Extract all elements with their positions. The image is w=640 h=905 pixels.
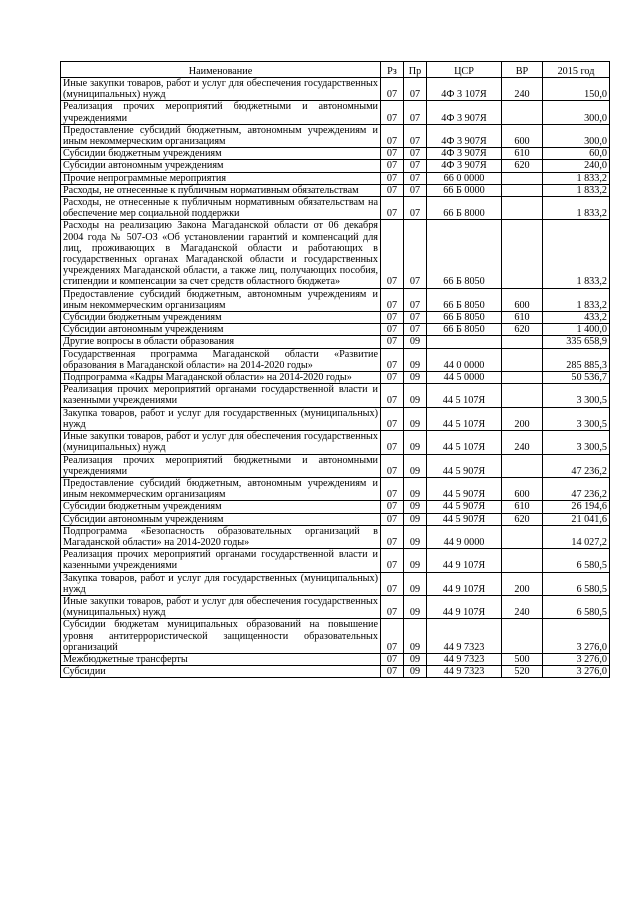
cell-csr: 44 9 107Я (427, 572, 502, 595)
cell-name: Субсидии автономным учреждениям (61, 324, 381, 336)
cell-csr: 44 5 907Я (427, 477, 502, 500)
cell-pr: 09 (404, 384, 427, 407)
cell-pr: 09 (404, 372, 427, 384)
cell-name: Реализация прочих мероприятий органами государственной власти и казенными учреждениями (61, 384, 381, 407)
cell-amount: 1 833,2 (543, 220, 610, 288)
cell-rz: 07 (381, 101, 404, 124)
cell-name: Закупка товаров, работ и услуг для государственных (муниципальных) нужд (61, 407, 381, 430)
cell-rz: 07 (381, 407, 404, 430)
cell-amount: 150,0 (543, 78, 610, 101)
cell-pr: 09 (404, 525, 427, 548)
cell-name: Реализация прочих мероприятий органами государственной власти и казенными учреждениями (61, 549, 381, 572)
table-row (61, 220, 610, 288)
cell-pr: 09 (404, 477, 427, 500)
table-row (61, 312, 610, 324)
cell-rz: 07 (381, 431, 404, 454)
cell-vr (502, 454, 543, 477)
header-pr: Пр (404, 62, 427, 78)
cell-vr: 200 (502, 572, 543, 595)
cell-csr: 44 5 107Я (427, 407, 502, 430)
cell-csr: 66 0 0000 (427, 172, 502, 184)
cell-csr: 66 Б 8050 (427, 312, 502, 324)
cell-rz: 07 (381, 220, 404, 288)
header-rz: Рз (381, 62, 404, 78)
cell-name: Субсидии автономным учреждениям (61, 160, 381, 172)
cell-csr: 4Ф 3 907Я (427, 148, 502, 160)
table-row (61, 160, 610, 172)
cell-vr: 240 (502, 595, 543, 618)
cell-amount: 3 300,5 (543, 407, 610, 430)
table-row (61, 372, 610, 384)
cell-amount: 300,0 (543, 101, 610, 124)
cell-name: Закупка товаров, работ и услуг для государственных (муниципальных) нужд (61, 572, 381, 595)
cell-csr: 4Ф 3 907Я (427, 101, 502, 124)
cell-vr: 610 (502, 501, 543, 513)
cell-amount: 6 580,5 (543, 595, 610, 618)
table-row (61, 78, 610, 101)
cell-amount: 50 536,7 (543, 372, 610, 384)
cell-amount: 60,0 (543, 148, 610, 160)
cell-csr: 44 9 7323 (427, 619, 502, 654)
cell-pr: 09 (404, 501, 427, 513)
cell-rz: 07 (381, 525, 404, 548)
cell-rz: 07 (381, 572, 404, 595)
cell-vr: 500 (502, 653, 543, 665)
cell-rz: 07 (381, 501, 404, 513)
cell-vr (502, 101, 543, 124)
table-row (61, 124, 610, 147)
cell-vr (502, 184, 543, 196)
cell-vr (502, 172, 543, 184)
cell-pr: 09 (404, 513, 427, 525)
cell-vr: 200 (502, 407, 543, 430)
cell-pr: 07 (404, 312, 427, 324)
cell-rz: 07 (381, 454, 404, 477)
cell-vr: 620 (502, 513, 543, 525)
cell-rz: 07 (381, 513, 404, 525)
table-row (61, 197, 610, 220)
table-row (61, 184, 610, 196)
cell-amount: 6 580,5 (543, 572, 610, 595)
cell-csr: 44 5 907Я (427, 501, 502, 513)
cell-csr: 44 9 107Я (427, 595, 502, 618)
table-row (61, 324, 610, 336)
cell-name: Другие вопросы в области образования (61, 336, 381, 348)
cell-vr: 600 (502, 288, 543, 311)
cell-csr: 44 9 7323 (427, 653, 502, 665)
cell-vr: 600 (502, 124, 543, 147)
cell-csr: 44 9 0000 (427, 525, 502, 548)
table-row (61, 525, 610, 548)
header-name: Наименование (61, 62, 381, 78)
cell-name: Расходы, не отнесенные к публичным нормативным обязательствам на обеспечение мер социальной поддержки (61, 197, 381, 220)
cell-vr: 240 (502, 431, 543, 454)
cell-pr: 09 (404, 666, 427, 678)
cell-pr: 07 (404, 324, 427, 336)
cell-pr: 09 (404, 431, 427, 454)
cell-amount: 3 276,0 (543, 666, 610, 678)
cell-name: Межбюджетные трансферты (61, 653, 381, 665)
cell-name: Предоставление субсидий бюджетным, автономным учреждениям и иным некоммерческим организациям (61, 124, 381, 147)
cell-csr: 44 5 107Я (427, 384, 502, 407)
cell-amount: 1 833,2 (543, 197, 610, 220)
cell-amount: 335 658,9 (543, 336, 610, 348)
table-row (61, 513, 610, 525)
cell-csr: 4Ф 3 107Я (427, 78, 502, 101)
cell-amount: 3 276,0 (543, 653, 610, 665)
cell-pr: 07 (404, 148, 427, 160)
cell-pr: 09 (404, 454, 427, 477)
cell-pr: 07 (404, 172, 427, 184)
table-row (61, 407, 610, 430)
cell-pr: 09 (404, 619, 427, 654)
cell-amount: 47 236,2 (543, 454, 610, 477)
cell-vr (502, 525, 543, 548)
cell-name: Субсидии бюджетам муниципальных образований на повышение уровня антитеррористической защищенности образовательных организаций (61, 619, 381, 654)
cell-vr: 620 (502, 160, 543, 172)
table-row (61, 172, 610, 184)
cell-vr (502, 549, 543, 572)
cell-pr: 09 (404, 572, 427, 595)
table-row (61, 288, 610, 311)
cell-pr: 07 (404, 197, 427, 220)
cell-pr: 07 (404, 124, 427, 147)
cell-amount: 26 194,6 (543, 501, 610, 513)
cell-name: Иные закупки товаров, работ и услуг для обеспечения государственных (муниципальных) нужд (61, 595, 381, 618)
cell-csr: 66 Б 8050 (427, 324, 502, 336)
cell-rz: 07 (381, 288, 404, 311)
table-row (61, 653, 610, 665)
header-year-2015: 2015 год (543, 62, 610, 78)
cell-amount: 6 580,5 (543, 549, 610, 572)
cell-vr (502, 336, 543, 348)
cell-pr: 07 (404, 184, 427, 196)
cell-pr: 07 (404, 220, 427, 288)
cell-rz: 07 (381, 160, 404, 172)
table-row (61, 101, 610, 124)
cell-amount: 47 236,2 (543, 477, 610, 500)
cell-name: Предоставление субсидий бюджетным, автономным учреждениям и иным некоммерческим организациям (61, 477, 381, 500)
table-row (61, 477, 610, 500)
table-body (61, 78, 610, 678)
cell-pr: 09 (404, 595, 427, 618)
cell-name: Подпрограмма «Безопасность образовательных организаций в Магаданской области» на 2014-2020 годы» (61, 525, 381, 548)
cell-vr: 610 (502, 148, 543, 160)
table-header-row (61, 62, 610, 78)
cell-rz: 07 (381, 549, 404, 572)
cell-name: Иные закупки товаров, работ и услуг для обеспечения государственных (муниципальных) нужд (61, 431, 381, 454)
cell-rz: 07 (381, 653, 404, 665)
table-row (61, 595, 610, 618)
cell-csr: 44 5 907Я (427, 513, 502, 525)
cell-csr: 44 5 907Я (427, 454, 502, 477)
cell-pr: 09 (404, 653, 427, 665)
cell-amount: 433,2 (543, 312, 610, 324)
cell-name: Прочие непрограммные мероприятия (61, 172, 381, 184)
table-row (61, 666, 610, 678)
cell-rz: 07 (381, 336, 404, 348)
table-row (61, 148, 610, 160)
cell-csr: 4Ф 3 907Я (427, 160, 502, 172)
table-row (61, 501, 610, 513)
cell-csr: 4Ф 3 907Я (427, 124, 502, 147)
cell-csr: 66 Б 8050 (427, 220, 502, 288)
table-row (61, 572, 610, 595)
budget-table (60, 61, 610, 678)
cell-name: Государственная программа Магаданской области «Развитие образования в Магаданской области» на 2014-2020 годы» (61, 348, 381, 371)
cell-amount: 3 276,0 (543, 619, 610, 654)
cell-name: Реализация прочих мероприятий бюджетными и автономными учреждениями (61, 101, 381, 124)
table-row (61, 549, 610, 572)
header-csr: ЦСР (427, 62, 502, 78)
cell-name: Субсидии бюджетным учреждениям (61, 501, 381, 513)
cell-csr (427, 336, 502, 348)
cell-amount: 21 041,6 (543, 513, 610, 525)
cell-csr: 44 9 7323 (427, 666, 502, 678)
cell-amount: 1 833,2 (543, 184, 610, 196)
cell-amount: 1 833,2 (543, 172, 610, 184)
cell-csr: 66 Б 0000 (427, 184, 502, 196)
cell-pr: 09 (404, 348, 427, 371)
cell-vr: 620 (502, 324, 543, 336)
table-row (61, 431, 610, 454)
cell-name: Иные закупки товаров, работ и услуг для обеспечения государственных (муниципальных) нужд (61, 78, 381, 101)
cell-vr (502, 348, 543, 371)
table-row (61, 348, 610, 371)
cell-amount: 300,0 (543, 124, 610, 147)
cell-vr: 610 (502, 312, 543, 324)
cell-name: Расходы, не отнесенные к публичным нормативным обязательствам (61, 184, 381, 196)
cell-pr: 07 (404, 101, 427, 124)
cell-rz: 07 (381, 619, 404, 654)
cell-pr: 07 (404, 288, 427, 311)
cell-name: Расходы на реализацию Закона Магаданской области от 06 декабря 2004 года № 507-ОЗ «Об установлении гарантий и компенсаций для лиц, проживающих в Магаданской области и работающих в государственных органах Магаданской области и государственных учреждениях Магаданской области, а также лиц, получающих пособия, стипендии и компенсации за счет средств областного бюджета» (61, 220, 381, 288)
cell-amount: 285 885,3 (543, 348, 610, 371)
cell-amount: 240,0 (543, 160, 610, 172)
cell-vr (502, 619, 543, 654)
table-row (61, 336, 610, 348)
cell-rz: 07 (381, 312, 404, 324)
cell-pr: 09 (404, 407, 427, 430)
cell-rz: 07 (381, 384, 404, 407)
cell-vr (502, 384, 543, 407)
cell-amount: 3 300,5 (543, 431, 610, 454)
cell-rz: 07 (381, 595, 404, 618)
header-vr: ВР (502, 62, 543, 78)
cell-rz: 07 (381, 477, 404, 500)
cell-pr: 09 (404, 549, 427, 572)
cell-vr (502, 372, 543, 384)
cell-name: Субсидии (61, 666, 381, 678)
cell-pr: 07 (404, 160, 427, 172)
cell-vr: 520 (502, 666, 543, 678)
cell-csr: 44 5 0000 (427, 372, 502, 384)
cell-vr: 240 (502, 78, 543, 101)
cell-name: Предоставление субсидий бюджетным, автономным учреждениям и иным некоммерческим организациям (61, 288, 381, 311)
cell-rz: 07 (381, 372, 404, 384)
cell-amount: 1 833,2 (543, 288, 610, 311)
table-row (61, 619, 610, 654)
cell-rz: 07 (381, 666, 404, 678)
cell-csr: 44 9 107Я (427, 549, 502, 572)
cell-vr: 600 (502, 477, 543, 500)
cell-amount: 1 400,0 (543, 324, 610, 336)
cell-csr: 44 0 0000 (427, 348, 502, 371)
table-row (61, 454, 610, 477)
cell-name: Реализация прочих мероприятий бюджетными и автономными учреждениями (61, 454, 381, 477)
cell-pr: 09 (404, 336, 427, 348)
cell-rz: 07 (381, 172, 404, 184)
cell-rz: 07 (381, 197, 404, 220)
table-row (61, 384, 610, 407)
cell-vr (502, 197, 543, 220)
cell-amount: 14 027,2 (543, 525, 610, 548)
cell-amount: 3 300,5 (543, 384, 610, 407)
cell-csr: 66 Б 8000 (427, 197, 502, 220)
cell-name: Субсидии бюджетным учреждениям (61, 312, 381, 324)
cell-rz: 07 (381, 324, 404, 336)
cell-name: Субсидии бюджетным учреждениям (61, 148, 381, 160)
cell-name: Подпрограмма «Кадры Магаданской области» на 2014-2020 годы» (61, 372, 381, 384)
cell-name: Субсидии автономным учреждениям (61, 513, 381, 525)
cell-csr: 44 5 107Я (427, 431, 502, 454)
cell-csr: 66 Б 8050 (427, 288, 502, 311)
cell-vr (502, 220, 543, 288)
cell-rz: 07 (381, 348, 404, 371)
cell-rz: 07 (381, 78, 404, 101)
cell-rz: 07 (381, 148, 404, 160)
cell-pr: 07 (404, 78, 427, 101)
cell-rz: 07 (381, 124, 404, 147)
cell-rz: 07 (381, 184, 404, 196)
